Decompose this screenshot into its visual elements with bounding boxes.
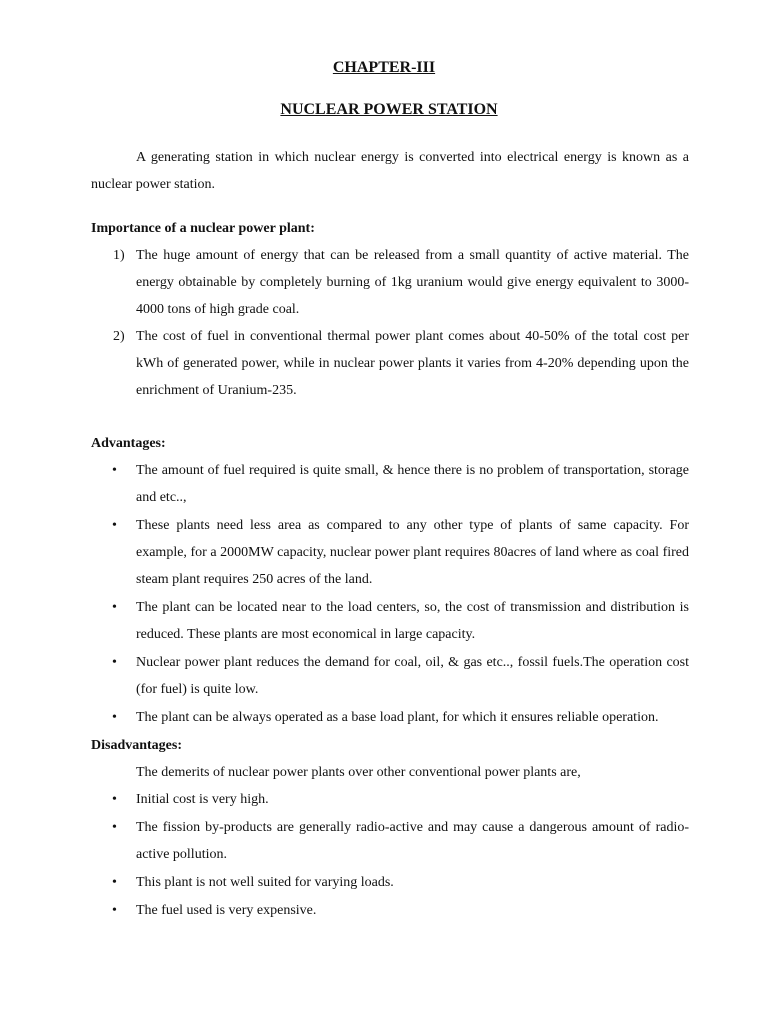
advantages-list: [91, 457, 689, 731]
disadvantage-item: [91, 814, 689, 868]
disadvantages-heading: Disadvantages:: [91, 738, 183, 753]
importance-list: [91, 242, 689, 404]
bullet-icon: •: [112, 518, 117, 533]
item-text: These plants need less area as compared to any other type of plants of same capacity. For example, for a 2000MW capacity, nuclear power plant requires 80acres of land where as coal fired steam plant requires 250 acres of the land.: [136, 518, 689, 587]
disadvantage-item: [91, 786, 689, 813]
importance-heading: Importance of a nuclear power plant:: [91, 221, 315, 236]
bullet-icon: •: [112, 792, 117, 807]
item-text: The huge amount of energy that can be released from a small quantity of active material. The energy obtainable by completely burning of 1kg uranium would give energy equivalent to 3000-4000 tons of high grade coal.: [136, 248, 689, 317]
item-number: 2): [113, 329, 125, 344]
item-text: The amount of fuel required is quite small, & hence there is no problem of transportation, storage and etc..,: [136, 463, 689, 505]
item-text: Initial cost is very high.: [136, 792, 269, 807]
chapter-heading: CHAPTER-III: [332, 59, 436, 76]
item-text: The fuel used is very expensive.: [136, 903, 317, 918]
advantage-item: [91, 512, 689, 593]
disadvantages-list: [91, 786, 689, 924]
item-text: The plant can be located near to the load centers, so, the cost of transmission and distribution is reduced. These plants are most economical in large capacity.: [136, 600, 689, 642]
item-number: 1): [113, 248, 125, 263]
item-text: Nuclear power plant reduces the demand for coal, oil, & gas etc.., fossil fuels.The operation cost (for fuel) is quite low.: [136, 655, 689, 697]
item-text: The fission by-products are generally radio-active and may cause a dangerous amount of radio-active pollution.: [136, 820, 689, 862]
bullet-icon: •: [112, 820, 117, 835]
bullet-icon: •: [112, 903, 117, 918]
importance-item: [91, 242, 689, 323]
advantages-heading: Advantages:: [91, 436, 166, 451]
section-title: NUCLEAR POWER STATION: [280, 101, 498, 118]
bullet-icon: •: [112, 600, 117, 615]
bullet-icon: •: [112, 710, 117, 725]
item-text: The cost of fuel in conventional thermal power plant comes about 40-50% of the total cost per kWh of generated power, while in nuclear power plants it varies from 4-20% depending upon the enrichment of Uranium-235.: [136, 329, 689, 398]
document-body: [91, 144, 689, 925]
bullet-icon: •: [112, 655, 117, 670]
disadvantage-item: [91, 869, 689, 896]
item-text: The plant can be always operated as a base load plant, for which it ensures reliable operation.: [136, 710, 659, 725]
disadvantages-intro: The demerits of nuclear power plants over other conventional power plants are,: [136, 765, 581, 780]
item-text: This plant is not well suited for varying loads.: [136, 875, 394, 890]
advantage-item: [91, 704, 689, 731]
importance-item: [91, 323, 689, 404]
disadvantage-item: [91, 897, 689, 924]
advantage-item: [91, 649, 689, 703]
advantage-item: [91, 594, 689, 648]
bullet-icon: •: [112, 875, 117, 890]
advantage-item: [91, 457, 689, 511]
bullet-icon: •: [112, 463, 117, 478]
intro-paragraph: A generating station in which nuclear energy is converted into electrical energy is known as a nuclear power station.: [91, 150, 689, 192]
